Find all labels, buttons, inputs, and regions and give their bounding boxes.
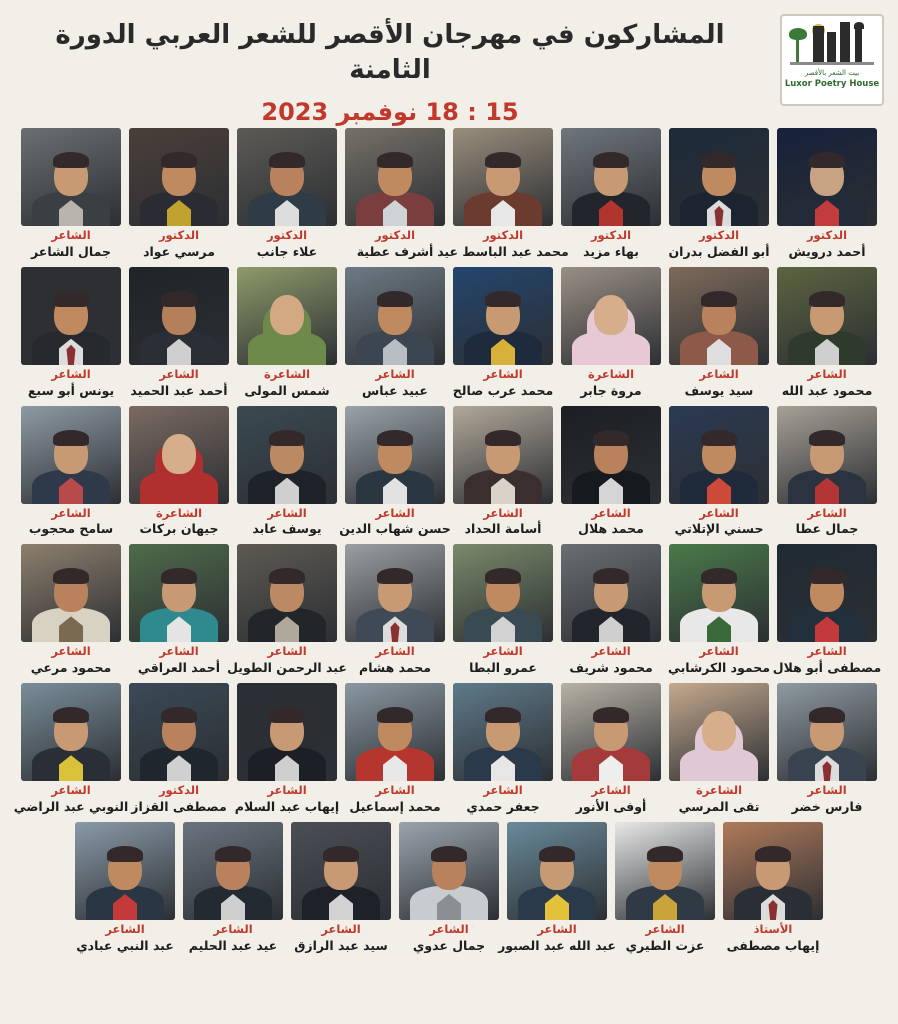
column-3-icon (827, 32, 836, 62)
photo-hair (593, 568, 629, 584)
participant-name: أشرف عطية (356, 243, 434, 259)
participant-name: بهاء مزيد (583, 243, 639, 259)
photo-hair (377, 152, 413, 168)
photo-hair (485, 707, 521, 723)
participant-name: عزت الطيري (625, 937, 705, 953)
participant-card[interactable] (668, 406, 770, 537)
participant-photo (21, 544, 121, 642)
participant-role: الشاعر (321, 921, 361, 936)
photo-hair (539, 846, 575, 862)
participant-role: الشاعر (213, 921, 253, 936)
participant-name: محمود شريف (569, 660, 653, 676)
participant-role: الشاعرة (587, 366, 635, 381)
participant-name: حسن شهاب الدين (339, 521, 451, 537)
photo-hair (161, 707, 197, 723)
photo-hair (755, 846, 791, 862)
participant-card[interactable] (339, 406, 451, 537)
participant-photo (777, 406, 877, 504)
logo-arabic-text: بيت الشعر بالأقصر (804, 69, 860, 77)
participant-role: الدكتور (266, 228, 308, 242)
participant-photo (237, 544, 337, 642)
participant-photo (669, 544, 769, 642)
participant-name: شمس المولى (244, 382, 330, 398)
participant-card[interactable] (498, 822, 616, 953)
logo-english-text: Luxor Poetry House (784, 79, 880, 89)
participant-card[interactable] (560, 267, 662, 398)
photo-hair (809, 291, 845, 307)
participant-card[interactable] (20, 544, 122, 675)
participant-card[interactable] (437, 128, 569, 259)
participant-photo (345, 406, 445, 504)
photo-hair (269, 430, 305, 446)
luxor-poetry-house-logo (780, 14, 884, 106)
participant-name: جيهان بركات (139, 521, 219, 537)
participant-photo (129, 544, 229, 642)
photo-hair (53, 430, 89, 446)
column-1-icon (855, 28, 862, 62)
participant-card[interactable] (668, 544, 770, 675)
photo-hair (485, 430, 521, 446)
participant-card[interactable] (772, 544, 882, 676)
participant-card[interactable] (668, 683, 770, 814)
photo-hair (107, 846, 143, 862)
participant-role: الشاعر (807, 644, 847, 659)
title-block (18, 18, 762, 126)
participant-role: الدكتور (482, 228, 524, 242)
photo-hair (161, 291, 197, 307)
participant-name: عيد عبد الحليم (188, 937, 278, 953)
photo-hair (809, 568, 845, 584)
participant-role: الشاعرة (695, 783, 743, 798)
participant-name: محمود الكرشابي (667, 660, 771, 676)
participant-photo (453, 267, 553, 365)
participant-role: الأستاذ (753, 921, 793, 936)
participant-name: محمد إسماعيل (349, 798, 441, 814)
page-title: المشاركون في مهرجان الأقصر للشعر العربي الدورة الثامنة (55, 20, 725, 86)
temple-columns-icon (788, 20, 876, 68)
participant-photo (453, 544, 553, 642)
participant-card[interactable] (182, 822, 284, 953)
photo-hair (701, 430, 737, 446)
participant-card[interactable] (128, 267, 230, 398)
participant-role: الشاعرة (263, 366, 311, 381)
participant-photo (561, 128, 661, 226)
photo-hair (701, 568, 737, 584)
participant-role: الشاعر (645, 921, 685, 936)
participant-photo (129, 406, 229, 504)
participant-role: الشاعر (807, 366, 847, 381)
photo-hair (809, 707, 845, 723)
participant-photo (453, 128, 553, 226)
participant-card[interactable] (20, 406, 122, 537)
participant-name: عبد الله عبد الصبور (498, 937, 616, 953)
participant-name: يوسف عابد (252, 521, 322, 537)
participant-name: النوبي عبد الراضي (13, 798, 129, 814)
participant-card[interactable] (560, 128, 662, 259)
participant-card[interactable] (344, 128, 446, 259)
participant-role: الشاعر (699, 366, 739, 381)
participant-name: محمود عبد الله (781, 382, 873, 398)
participant-photo (777, 267, 877, 365)
column-2-icon (840, 22, 850, 62)
photo-hair (53, 152, 89, 168)
participant-photo (345, 544, 445, 642)
participant-name: مصطفى القزاز (131, 798, 227, 814)
participant-name: جمال الشاعر (31, 243, 111, 259)
participant-role: الدكتور (806, 228, 848, 242)
participant-role: الشاعر (159, 366, 199, 381)
participant-card[interactable] (776, 683, 878, 814)
participant-role: الشاعر (105, 921, 145, 936)
photo-hair (53, 568, 89, 584)
participant-photo (129, 128, 229, 226)
participant-photo (21, 406, 121, 504)
participant-name: عمرو البطا (469, 660, 537, 676)
participants-row (14, 406, 884, 537)
participant-role: الشاعر (375, 644, 415, 659)
participant-photo (669, 406, 769, 504)
participant-role: الشاعر (483, 505, 523, 520)
participant-role: الشاعر (699, 505, 739, 520)
participant-name: أسامة الحداد (464, 521, 542, 537)
participant-name: يونس أبو سبع (27, 382, 115, 398)
participant-name: محمد هشام (359, 660, 431, 676)
photo-hair (431, 846, 467, 862)
participant-card[interactable] (20, 128, 122, 259)
participant-card[interactable] (452, 683, 554, 814)
photo-hair (269, 568, 305, 584)
participant-role: الدكتور (158, 783, 200, 798)
photo-hair (485, 152, 521, 168)
photo-hair (809, 152, 845, 168)
participant-card[interactable] (776, 128, 878, 259)
participant-role: الدكتور (590, 228, 632, 242)
participant-photo (507, 822, 607, 920)
participant-name: حسني الإتلاتي (674, 521, 764, 537)
participant-card[interactable] (452, 544, 554, 675)
participant-role: الشاعر (483, 366, 523, 381)
participant-card[interactable] (560, 406, 662, 537)
participant-role: الشاعر (591, 783, 631, 798)
photo-hair (647, 846, 683, 862)
participant-role: الشاعر (267, 505, 307, 520)
participant-role: الشاعر (807, 505, 847, 520)
participant-card[interactable] (344, 544, 446, 675)
participant-card[interactable] (236, 128, 338, 259)
participant-photo (21, 267, 121, 365)
participant-card[interactable] (452, 267, 554, 398)
participant-card[interactable] (128, 128, 230, 259)
participant-name: عبيد عباس (362, 382, 428, 398)
participant-role: الشاعر (267, 644, 307, 659)
photo-hair (593, 430, 629, 446)
participant-card[interactable] (74, 822, 176, 953)
participant-photo (615, 822, 715, 920)
participant-card[interactable] (722, 822, 824, 953)
participants-row (14, 822, 884, 953)
participant-name: مصطفى أبو هلال (772, 660, 882, 676)
participant-photo (345, 128, 445, 226)
participant-photo (777, 544, 877, 642)
photo-hair (377, 707, 413, 723)
participant-name: أحمد عبد الحميد (130, 382, 228, 398)
participant-name: مروة جابر (580, 382, 642, 398)
participant-card[interactable] (344, 683, 446, 814)
participant-photo (345, 683, 445, 781)
participant-role: الشاعر (51, 783, 91, 798)
photo-hair (485, 291, 521, 307)
participant-photo (345, 267, 445, 365)
participant-role: الشاعر (51, 644, 91, 659)
participant-role: الشاعر (375, 783, 415, 798)
participant-role: الشاعر (375, 366, 415, 381)
photo-hair (485, 568, 521, 584)
participant-role: الشاعر (591, 644, 631, 659)
participant-card[interactable] (668, 128, 770, 259)
participant-photo (561, 267, 661, 365)
palm-leaves-icon (789, 28, 807, 40)
photo-hair (701, 152, 737, 168)
photo-hair (701, 291, 737, 307)
participant-name: تقى المرسي (678, 798, 760, 814)
participant-name: إيهاب مصطفى (726, 937, 820, 953)
participant-photo (777, 683, 877, 781)
participant-photo (129, 267, 229, 365)
photo-hair (269, 707, 305, 723)
participant-role: الشاعر (159, 644, 199, 659)
participants-row (14, 683, 884, 814)
participant-card[interactable] (20, 267, 122, 398)
participant-card[interactable] (776, 406, 878, 537)
participant-photo (453, 683, 553, 781)
participants-row (14, 544, 884, 675)
participant-photo (723, 822, 823, 920)
photo-hair (593, 707, 629, 723)
photo-hair (377, 430, 413, 446)
participant-card[interactable] (614, 822, 716, 953)
participant-card[interactable] (290, 822, 392, 953)
participant-card[interactable] (344, 267, 446, 398)
participant-name: مرسي عواد (143, 243, 215, 259)
participant-card[interactable] (236, 267, 338, 398)
participant-photo (777, 128, 877, 226)
participant-photo (561, 406, 661, 504)
participant-photo (291, 822, 391, 920)
participant-photo (669, 683, 769, 781)
participant-name: أحمد العراقي (137, 660, 221, 676)
participant-name: محمد هلال (578, 521, 644, 537)
participant-name: عبد النبي عبادي (76, 937, 174, 953)
participant-name: سامح محجوب (28, 521, 114, 537)
participant-role: الدكتور (698, 228, 740, 242)
participant-name: سيد عبد الرازق (294, 937, 388, 953)
participant-name: أبو الفضل بدران (668, 243, 770, 259)
participant-name: جعفر حمدي (466, 798, 540, 814)
participant-name: أحمد درويش (788, 243, 866, 259)
photo-face (270, 295, 304, 335)
participant-card[interactable] (128, 544, 230, 675)
participant-photo (237, 406, 337, 504)
participant-photo (183, 822, 283, 920)
photo-hair (269, 152, 305, 168)
participant-photo (75, 822, 175, 920)
participant-name: محمود مرعي (30, 660, 112, 676)
participant-card[interactable] (776, 267, 878, 398)
participant-card[interactable] (13, 683, 129, 814)
participants-grid (0, 128, 898, 953)
participant-role: الشاعر (267, 783, 307, 798)
participant-name: جمال عدوي (412, 937, 486, 953)
participant-card[interactable] (668, 267, 770, 398)
participant-card[interactable] (398, 822, 500, 953)
participant-card[interactable] (128, 683, 230, 814)
participant-card[interactable] (560, 544, 662, 675)
participant-name: فارس خضر (791, 798, 863, 814)
participant-name: محمد عرب صالح (452, 382, 554, 398)
participant-role: الشاعر (51, 366, 91, 381)
photo-hair (161, 152, 197, 168)
participant-photo (669, 128, 769, 226)
participants-row (14, 267, 884, 398)
participant-name: جمال عطا (795, 521, 859, 537)
photo-hair (53, 291, 89, 307)
participant-photo (453, 406, 553, 504)
participant-card[interactable] (227, 544, 347, 676)
participant-photo (129, 683, 229, 781)
photo-face (594, 295, 628, 335)
participant-name: إيهاب عبد السلام (234, 798, 340, 814)
participants-row (14, 128, 884, 259)
poster-header (0, 0, 898, 128)
participant-role: الشاعر (429, 921, 469, 936)
photo-hair (53, 707, 89, 723)
participant-name: محمد عبد الباسط عيد (437, 243, 569, 259)
participant-role: الشاعر (537, 921, 577, 936)
participant-role: الشاعر (483, 644, 523, 659)
participant-name: عبد الرحمن الطويل (227, 660, 347, 676)
photo-hair (377, 568, 413, 584)
participant-photo (237, 267, 337, 365)
participant-role: الشاعر (807, 783, 847, 798)
participant-role: الدكتور (158, 228, 200, 242)
participant-role: الشاعر (591, 505, 631, 520)
participant-photo (561, 544, 661, 642)
participant-photo (237, 128, 337, 226)
participant-photo (669, 267, 769, 365)
participant-photo (561, 683, 661, 781)
participant-role: الدكتور (374, 228, 416, 242)
photo-face (702, 711, 736, 751)
participant-name: علاء جانب (256, 243, 318, 259)
photo-hair (593, 152, 629, 168)
participant-role: الشاعرة (155, 505, 203, 520)
photo-face (162, 434, 196, 474)
participant-card[interactable] (128, 406, 230, 537)
participant-role: الشاعر (483, 783, 523, 798)
photo-hair (161, 568, 197, 584)
participant-role: الشاعر (375, 505, 415, 520)
participant-photo (21, 128, 121, 226)
photo-hair (215, 846, 251, 862)
ground-line (790, 62, 874, 65)
festival-dates: 15 : 18 نوفمبر 2023 (261, 98, 519, 127)
participant-photo (237, 683, 337, 781)
participant-photo (21, 683, 121, 781)
participant-photo (399, 822, 499, 920)
column-4-icon (813, 26, 824, 62)
participant-name: سيد يوسف (684, 382, 754, 398)
participant-card[interactable] (452, 406, 554, 537)
participant-role: الشاعر (51, 505, 91, 520)
participant-name: أوفى الأنور (575, 798, 647, 814)
participant-role: الشاعر (699, 644, 739, 659)
participant-card[interactable] (560, 683, 662, 814)
photo-hair (377, 291, 413, 307)
participant-role: الشاعر (51, 228, 91, 242)
photo-hair (323, 846, 359, 862)
photo-hair (809, 430, 845, 446)
participant-card[interactable] (236, 683, 338, 814)
participant-card[interactable] (236, 406, 338, 537)
